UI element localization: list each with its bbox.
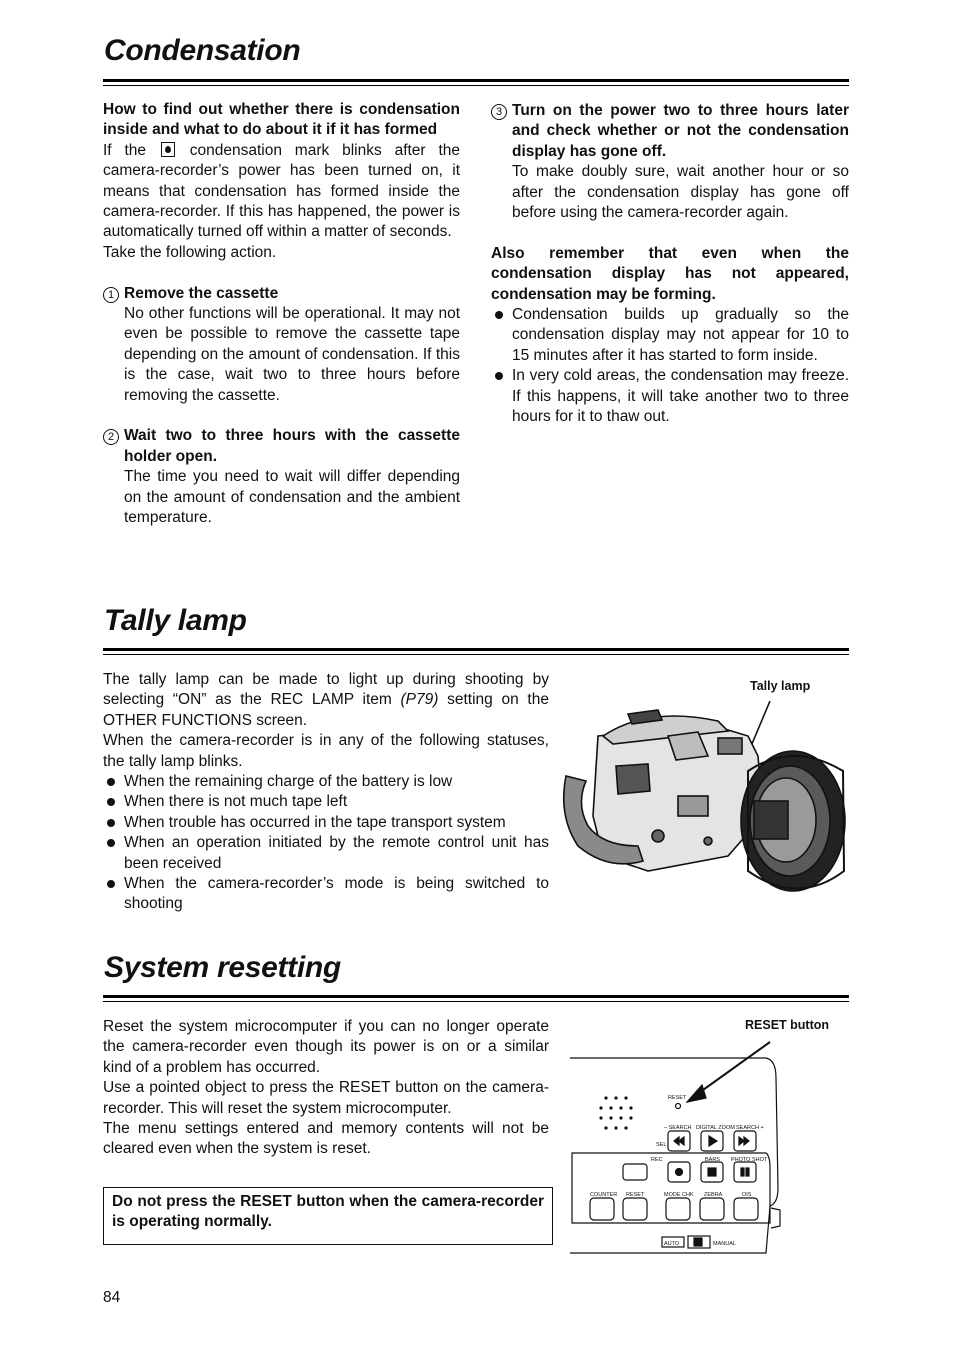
reset-button-label: RESET button [745,1018,830,1032]
list-item [103,792,549,812]
intro-text-b: condensation mark blinks after the camera-recorder’s power has been turned on, it means that condensation has formed inside the camera-recorder. If this has happened, the power is automatically turned off within a matter of seconds. [103,141,460,241]
panel-counter-label: COUNTER [590,1192,618,1198]
bullet-text: Condensation builds up gradually so the condensation display may not appear for 10 to 15 minutes after it has started to form inside. [512,306,849,364]
tally-p1-a: The tally lamp can be made to light up during shooting by selecting “ON” as the REC LAMP item [103,671,549,709]
step-2-text: The time you need to wait will differ depending on the amount of condensation and the ambient temperature. [124,468,460,527]
bullet-icon [107,798,115,806]
panel-reset-label: RESET [668,1095,687,1101]
control-panel-illustration [566,1038,786,1260]
section-rule-thin [103,1001,849,1002]
step-2-title: Wait two to three hours with the cassette holder open. [124,427,460,465]
tally-paragraph-1 [103,670,549,731]
list-item [103,833,549,874]
list-item [491,305,849,366]
step-3 [491,101,849,223]
camera-illustration [558,696,850,908]
condensation-mark-icon [161,142,175,157]
bullet-text: When the remaining charge of the battery is low [124,773,453,791]
step-number-3: 3 [491,104,507,120]
step-3-text: To make doubly sure, wait another hour or so after the condensation display has gone off before using the camera-recorder again. [512,163,849,222]
condensation-left-column [103,100,460,529]
section-rule [103,995,849,998]
reset-warning-box [103,1187,553,1245]
panel-mode-chk-label: MODE CHK [664,1192,694,1198]
section-rule-thin [103,654,849,655]
condensation-action: Take the following action. [103,243,277,261]
step-number-2: 2 [103,429,119,445]
tally-paragraph-2: When the camera-recorder is in any of the following statuses, the tally lamp blinks. [103,732,549,770]
section-rule-thin [103,85,849,86]
bullet-icon [107,778,115,786]
panel-search-plus-label: SEARCH + [736,1125,764,1131]
bullet-text: In very cold areas, the condensation may freeze. If this happens, it will take another two to three hours for it to thaw out. [512,367,849,426]
tally-column [103,670,549,915]
panel-search-minus-label: – SEARCH [664,1125,692,1131]
panel-sel-label: SEL [656,1142,667,1148]
condensation-intro [103,141,460,243]
tally-p1-b: setting on the OTHER FUNCTIONS screen. [103,691,549,729]
intro-text-a: If the [103,141,147,159]
section-title-reset: System resetting [104,951,341,984]
condensation-heading: How to find out whether there is condensation inside and what to do about it if it has formed [103,101,460,139]
bullet-icon [107,839,115,847]
list-item [491,366,849,427]
panel-reset2-label: RESET [626,1192,645,1198]
bullet-text: When trouble has occurred in the tape transport system [124,813,506,831]
page-number: 84 [103,1289,121,1306]
panel-manual-label: MANUAL [713,1241,736,1247]
bullet-icon [107,819,115,827]
also-remember-heading: Also remember that even when the condensation display has not appeared, condensation may be forming. [491,244,849,303]
section-rule [103,79,849,82]
panel-rec-label: REC [651,1157,663,1163]
panel-photo-shot-label: PHOTO SHOT [731,1157,768,1163]
bullet-text: When an operation initiated by the remote control unit has been received [124,834,549,872]
section-title-tally: Tally lamp [104,604,247,637]
step-3-title: Turn on the power two to three hours later and check whether or not the condensation display has gone off. [512,102,849,160]
section-rule [103,648,849,651]
step-1 [103,284,460,406]
list-item [103,874,549,915]
bullet-text: When there is not much tape left [124,793,348,811]
reset-warning-text: Do not press the RESET button when the camera-recorder is operating normally. [112,1193,544,1231]
bullet-text: When the camera-recorder’s mode is being switched to shooting [124,875,549,913]
tally-lamp-label: Tally lamp [750,679,811,693]
list-item [103,813,549,833]
panel-auto-label: AUTO [664,1241,680,1247]
reset-column [103,1017,549,1160]
bullet-icon [495,311,503,319]
panel-ois-label: OIS [742,1192,752,1198]
panel-zebra-label: ZEBRA [704,1192,723,1198]
panel-digital-zoom-label: DIGITAL ZOOM [696,1125,735,1131]
panel-bars-label: BARS [705,1157,720,1163]
step-2 [103,426,460,528]
condensation-right-column [491,101,849,427]
reset-paragraph-1: Reset the system microcomputer if you can no longer operate the camera-recorder even though its power is on or a similar kind of a problem has occurred. [103,1018,549,1076]
section-title-condensation: Condensation [104,34,301,67]
reset-paragraph-3: The menu settings entered and memory contents will not be cleared even when the system is reset. [103,1120,549,1158]
step-1-title: Remove the cassette [124,284,279,302]
list-item [103,772,549,792]
bullet-icon [495,372,503,380]
step-number-1: 1 [103,287,119,303]
bullet-icon [107,880,115,888]
tally-page-ref: (P79) [400,691,439,709]
reset-paragraph-2: Use a pointed object to press the RESET button on the camera-recorder. This will reset the system microcomputer. [103,1079,549,1117]
step-1-text: No other functions will be operational. It may not even be possible to remove the cassette tape depending on the amount of condensation. If this is the case, wait two to three hours before removing the cassette. [124,305,460,404]
